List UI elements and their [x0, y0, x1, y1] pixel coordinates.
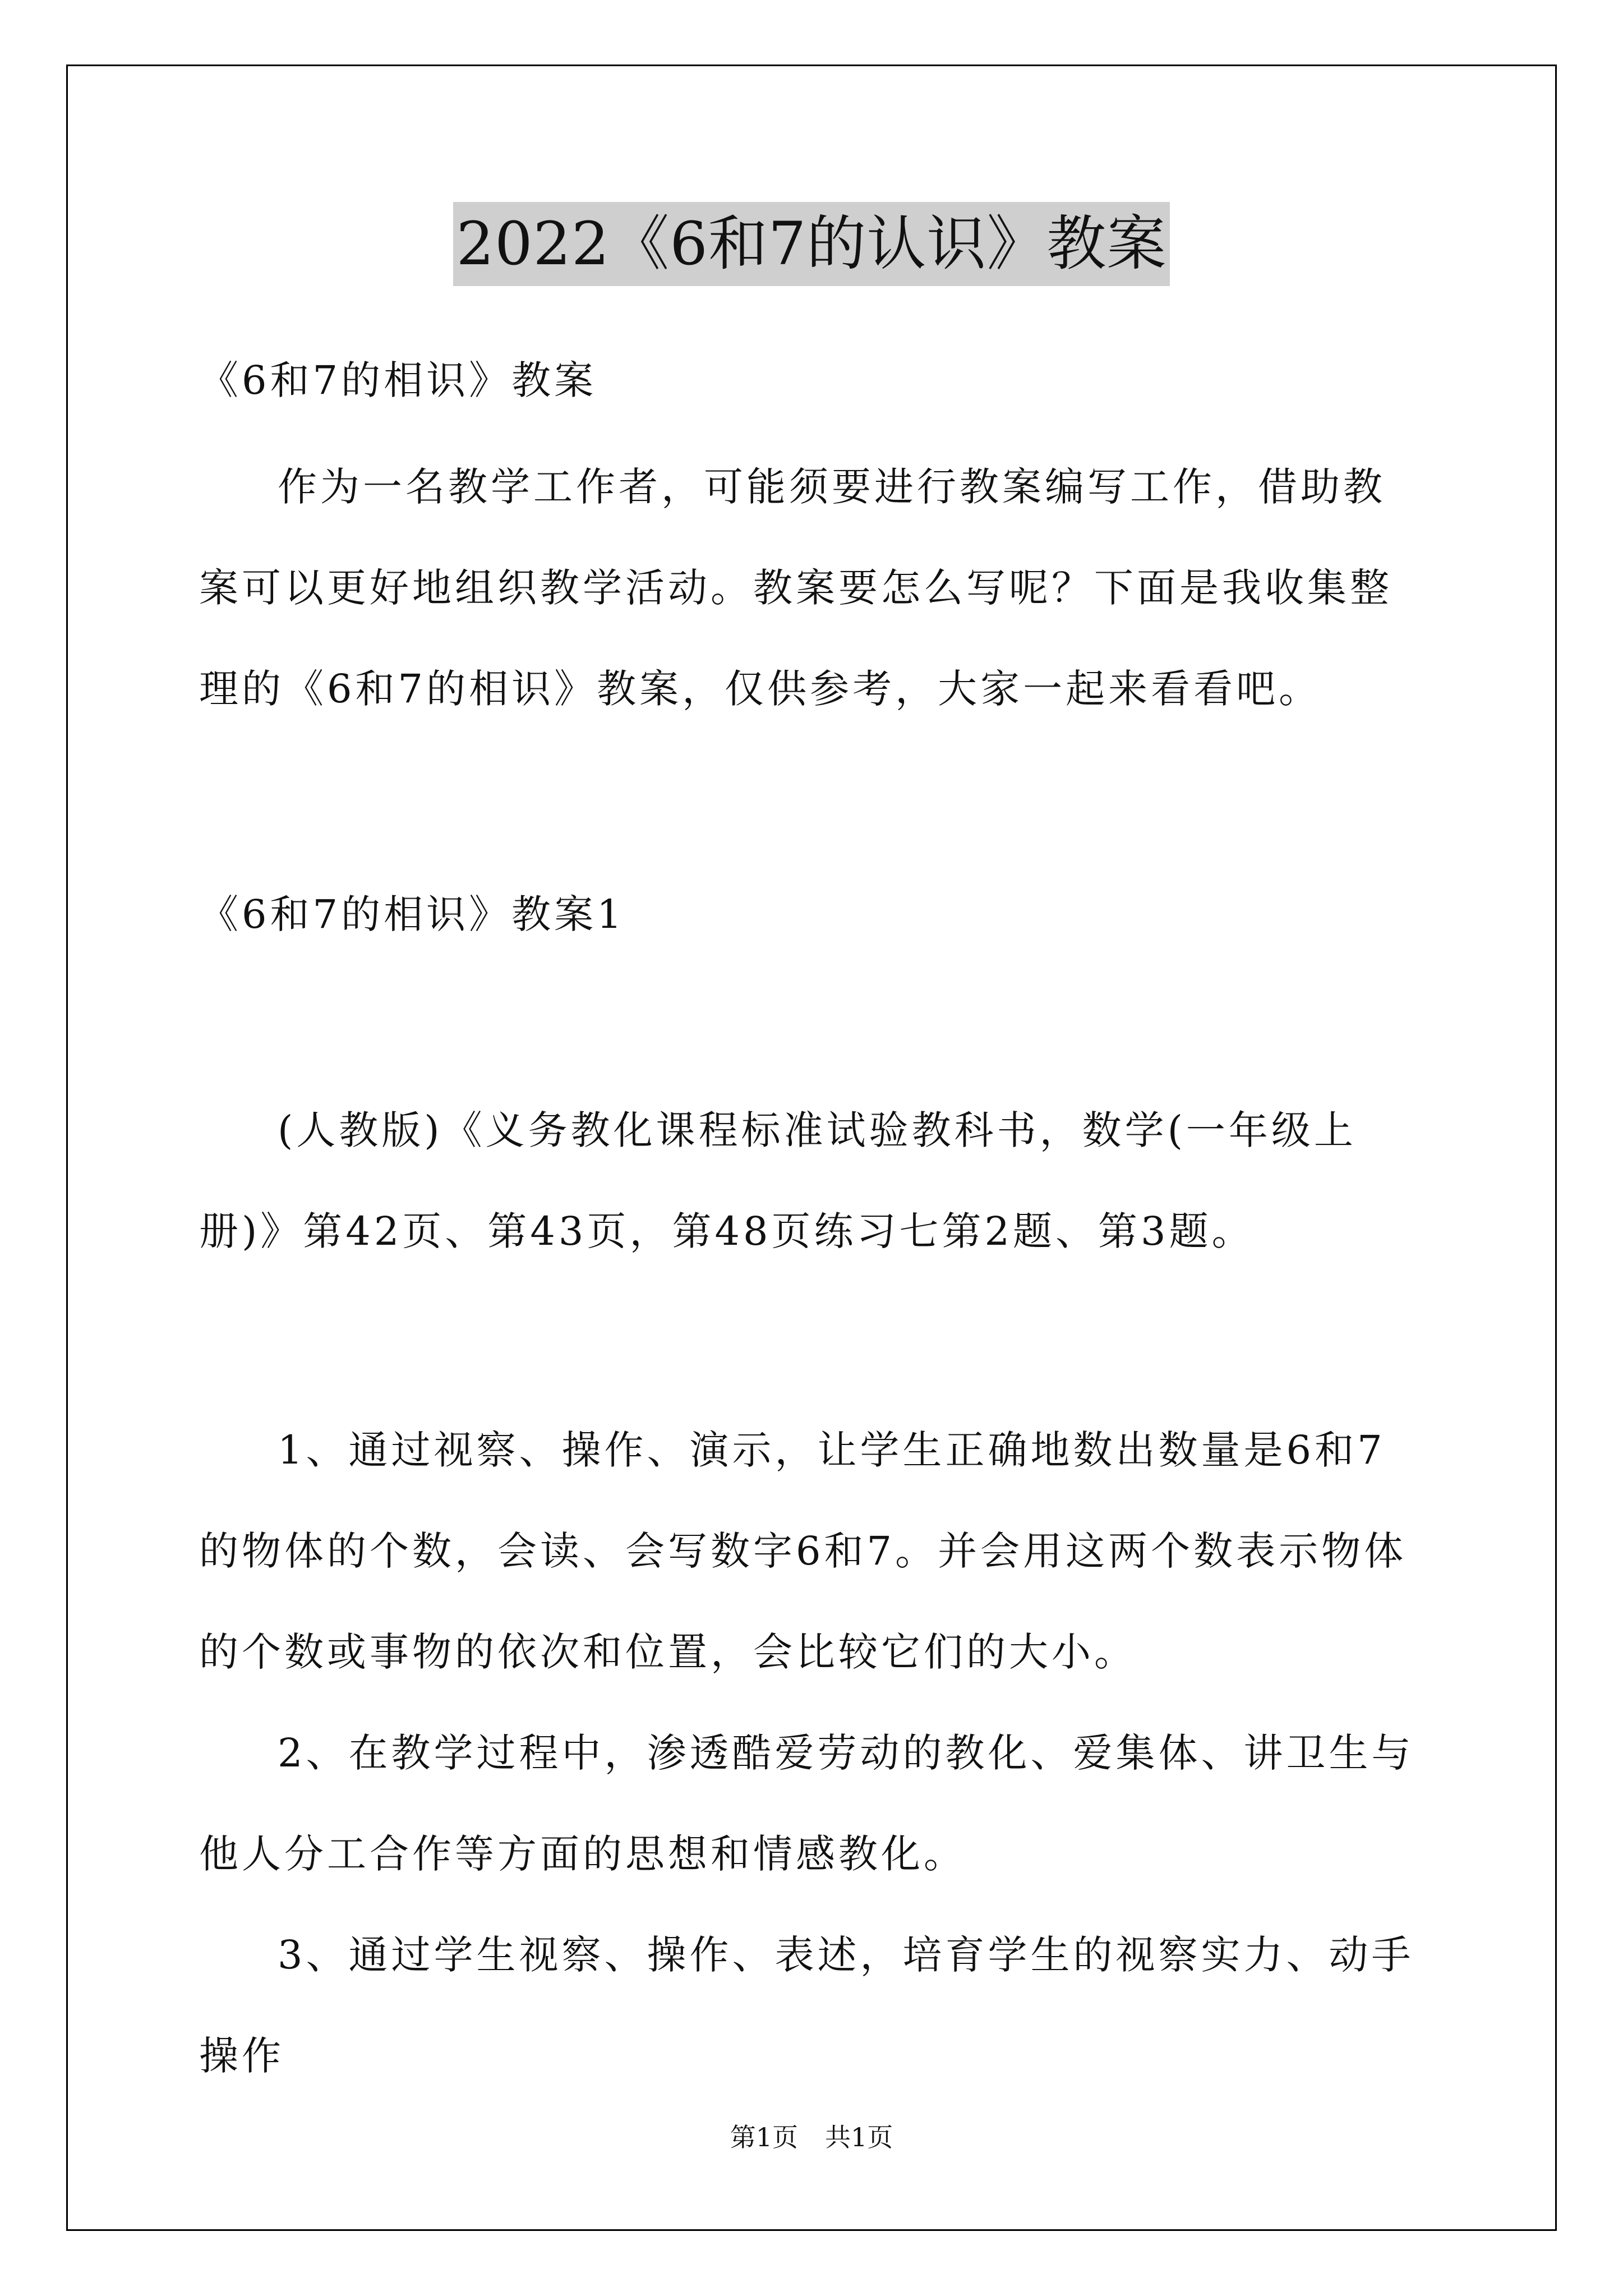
section-heading: 《6和7的相识》教案1	[199, 891, 625, 937]
title-container	[0, 202, 1623, 286]
page-total: 共1页	[825, 2122, 893, 2152]
intro-paragraph: 作为一名教学工作者，可能须要进行教案编写工作，借助教案可以更好地组织教学活动。教案要怎么写呢？下面是我收集整理的《6和7的相识》教案，仅供参考，大家一起来看看吧。	[199, 464, 1393, 712]
document-title: 2022《6和7的认识》教案	[453, 202, 1170, 286]
objective-1: 1、通过视察、操作、演示，让学生正确地数出数量是6和7的物体的个数，会读、会写数字6和7。并会用这两个数表示物体的个数或事物的依次和位置，会比较它们的大小。	[199, 1427, 1407, 1675]
objective-3: 3、通过学生视察、操作、表述，培育学生的视察实力、动手操作	[199, 1932, 1414, 2079]
objective-2: 2、在教学过程中，渗透酷爱劳动的教化、爱集体、讲卫生与他人分工合作等方面的思想和情感教化。	[199, 1730, 1414, 1877]
page-footer	[0, 2120, 1623, 2154]
document-subtitle: 《6和7的相识》教案	[199, 357, 597, 403]
source-paragraph: (人教版)《义务教化课程标准试验教科书，数学(一年级上册)》第42页、第43页，第48页练习七第2题、第3题。	[199, 1107, 1357, 1254]
page-number: 第1页	[730, 2122, 798, 2152]
